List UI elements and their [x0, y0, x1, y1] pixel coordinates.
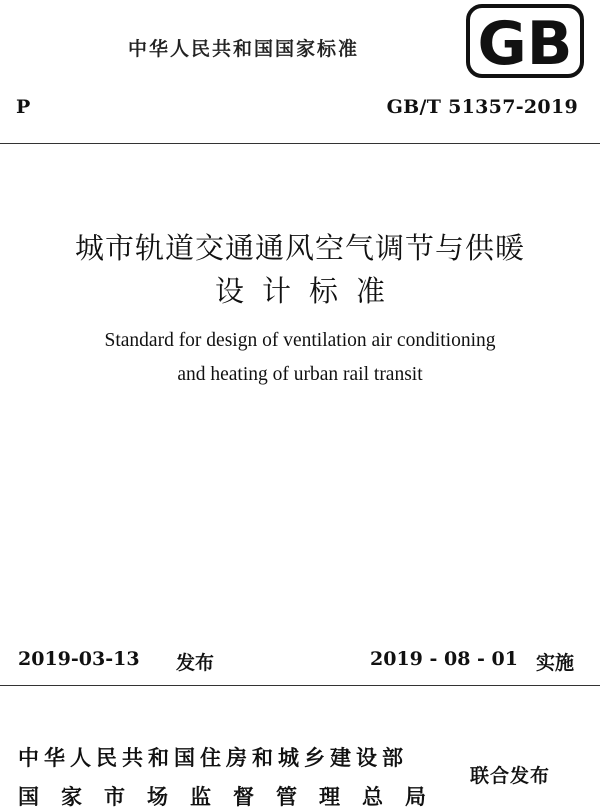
- gb-logo-text: GB: [477, 9, 573, 78]
- implementation-label: 实施: [536, 652, 575, 674]
- country-standard-header: 中华人民共和国国家标准: [128, 38, 360, 60]
- title-english-line2: and heating of urban rail transit: [177, 364, 423, 385]
- issue-label: 发布: [176, 652, 215, 674]
- title-chinese-line2: 设计标准: [214, 274, 403, 308]
- issuer-line1: 中华人民共和国住房和城乡建设部: [18, 746, 408, 770]
- footer-divider: [0, 685, 600, 686]
- issuer-line2: 国家市场监督管理总局: [18, 785, 448, 809]
- standard-number: GB/T 51357-2019: [386, 96, 578, 118]
- title-chinese-line1: 城市轨道交通通风空气调节与供暖: [74, 231, 525, 265]
- issue-date: 2019-03-13: [18, 648, 140, 670]
- gb-logo: [466, 4, 584, 78]
- title-english-line1: Standard for design of ventilation air conditioning: [104, 330, 496, 351]
- header-divider: [0, 143, 600, 144]
- category-code: P: [16, 96, 31, 118]
- joint-issue-label: 联合发布: [470, 765, 551, 787]
- implementation-date: 2019 - 08 - 01: [370, 648, 518, 670]
